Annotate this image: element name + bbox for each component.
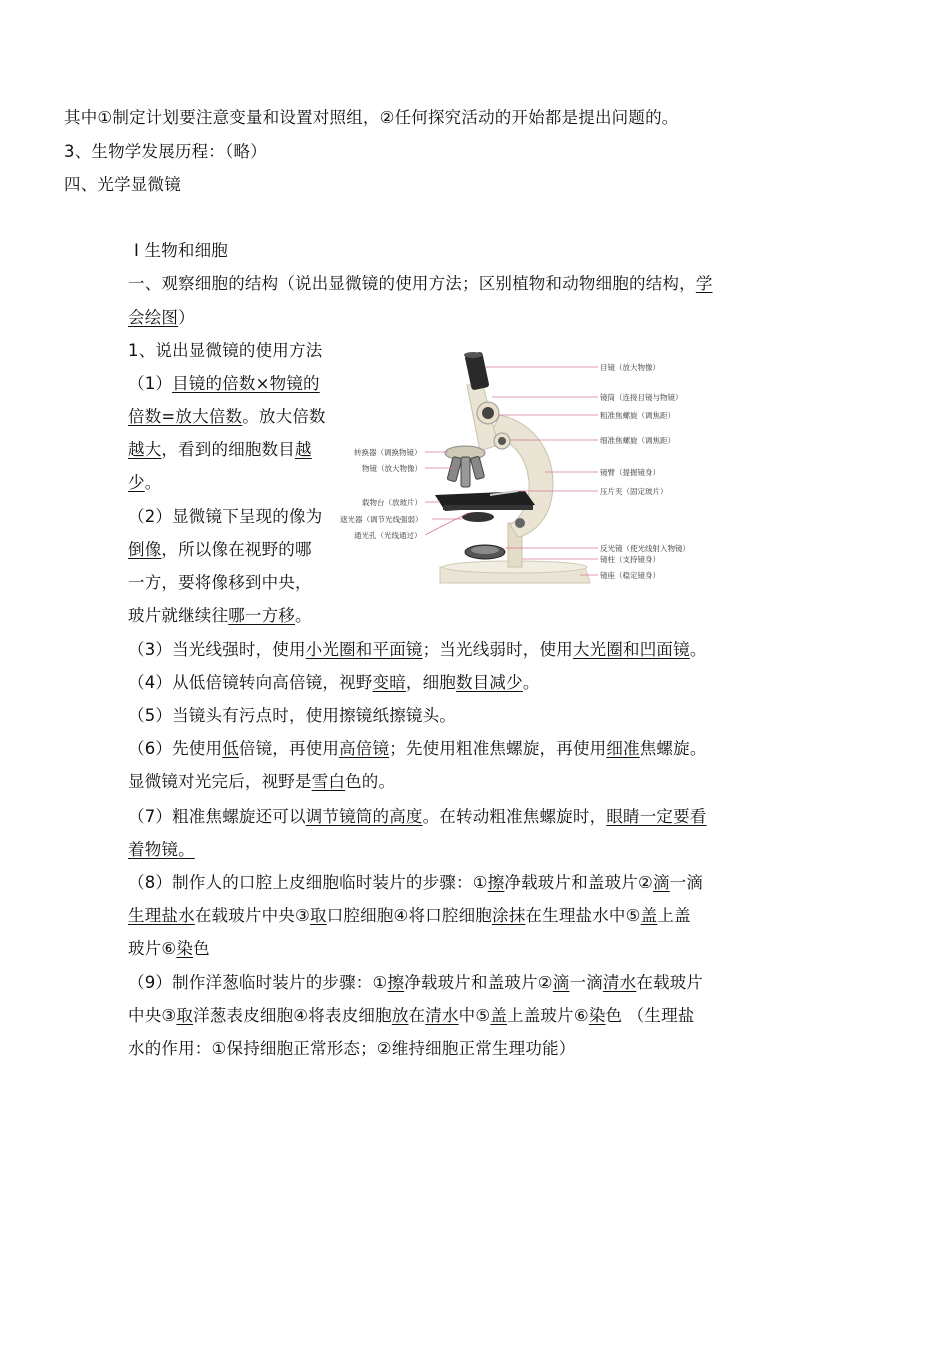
text: 。 (689, 640, 707, 659)
label-stage: 载物台（放玻片） (362, 498, 422, 507)
underlined-text: 低 (222, 739, 239, 758)
coarse-focus-knob-center (482, 407, 494, 419)
underlined-text: 生理盐水 (128, 906, 195, 925)
text: 玻片就继续往 (128, 606, 229, 625)
text: 倍镜，再使用 (238, 739, 340, 758)
intro-line-1: 其中①制定计划要注意变量和设置对照组，②任何探究活动的开始都是提出问题的。 (64, 108, 679, 127)
paragraph-1-line-3 (128, 439, 312, 461)
intro-line-2: 3、生物学发展历程：（略） (64, 142, 267, 161)
section-subtitle-text: ） (178, 308, 195, 327)
underlined-text: 学 (695, 274, 713, 293)
underlined-text: 小光圈和平面镜 (305, 640, 423, 659)
underlined-text: 雪白 (311, 772, 346, 791)
text: ，细胞 (405, 673, 457, 692)
text: 口腔细胞④将口腔细胞 (326, 906, 493, 925)
arm-screw (515, 518, 525, 528)
paragraph-4 (128, 672, 540, 694)
underlined-text: 放 (391, 1006, 409, 1025)
stage-edge (443, 505, 533, 510)
paragraph-7-line-1 (128, 806, 707, 828)
text: 。放大倍数 (242, 407, 326, 426)
objective-lens-3 (470, 456, 484, 480)
text: 玻片⑥ (128, 939, 177, 958)
label-objective: 物镜（放大物像） (362, 464, 422, 473)
underlined-text: 目镜的倍数×物镜的 (172, 374, 320, 393)
text: 色 (193, 939, 210, 958)
underlined-text: 盖 (640, 906, 658, 925)
paragraph-8-line-2 (128, 905, 691, 927)
section-heading: Ⅰ 生物和细胞 (134, 241, 229, 260)
underlined-text: 倒像 (128, 540, 162, 559)
text: 色 （生理盐 (605, 1006, 695, 1025)
text: 净载玻片和盖玻片② (404, 973, 553, 992)
microscope-diagram (340, 345, 710, 590)
label-base: 镜座（稳定镜身） (600, 571, 660, 580)
label-arm: 镜臂（提握镜身） (600, 468, 660, 477)
text: 在生理盐水中⑤ (525, 906, 641, 925)
paragraph-2-line-2 (128, 539, 312, 561)
paragraph-2-line-1: （2）显微镜下呈现的像为 (128, 507, 323, 526)
underlined-text: 调节镜筒的高度 (305, 807, 423, 826)
underlined-text: 眼睛一定要看 (606, 807, 707, 826)
label-diaphragm: 遮光器（调节光线强弱） (340, 515, 423, 524)
paragraph-2-line-4 (128, 605, 312, 627)
text: 上盖 (657, 906, 691, 925)
text: 中⑤ (458, 1006, 491, 1025)
paragraph-1-line-2 (128, 406, 326, 428)
eyepiece-top (464, 352, 482, 358)
paragraph-7-line-2 (128, 839, 195, 861)
underlined-text: 滴 (653, 873, 670, 892)
fine-focus-knob-center (498, 437, 506, 445)
text: 。 (295, 606, 312, 625)
underlined-text: 高倍镜 (339, 739, 390, 758)
label-eyepiece: 目镜（放大物像） (600, 363, 660, 372)
text: 。 (144, 473, 162, 492)
paragraph-1-line-1 (128, 373, 320, 395)
underlined-text: 取 (310, 906, 327, 925)
objective-lens-1 (447, 456, 462, 482)
paragraph-8-line-3 (128, 938, 210, 960)
label-tube: 镜筒（连接目镜与物镜） (600, 393, 683, 402)
objective-lens-2 (461, 457, 470, 487)
paragraph-9-line-2 (128, 1005, 694, 1027)
mirror-surface (471, 546, 499, 554)
paragraph-9-line-3: 水的作用：①保持细胞正常形态；②维持细胞正常生理功能） (128, 1039, 576, 1058)
text: （1） (128, 374, 173, 393)
label-aperture: 通光孔（光线通过） (354, 531, 422, 540)
text: ；当光线弱时，使用 (422, 640, 573, 659)
paragraph-1-line-4 (128, 472, 161, 494)
paragraph-3 (128, 639, 707, 661)
text: 。 (522, 673, 540, 692)
text: 。在转动粗准焦螺旋时， (422, 807, 607, 826)
underlined-text: 取 (176, 1006, 194, 1025)
text: 在载玻片 (636, 973, 704, 992)
text: （8）制作人的口腔上皮细胞临时装片的步骤：① (128, 873, 488, 892)
intro-line-3: 四、光学显微镜 (64, 175, 181, 194)
text: ；先使用粗准焦螺旋，再使用 (389, 739, 607, 758)
underlined-text: 哪一方移 (228, 606, 296, 625)
underlined-text: 滴 (552, 973, 570, 992)
text: 在载玻片中央③ (194, 906, 311, 925)
underlined-text: 变暗 (372, 673, 406, 692)
label-stage-clip: 压片夹（固定玻片） (600, 487, 668, 496)
underlined-text: 着物镜。 (128, 840, 195, 859)
paragraph-2-line-3: 一方，要将像移到中央， (128, 573, 312, 592)
text: （9）制作洋葱临时装片的步骤：① (128, 973, 388, 992)
underlined-text: 细准 (606, 739, 640, 758)
text: （6）先使用 (128, 739, 223, 758)
usage-title: 1、说出显微镜的使用方法 (128, 341, 323, 360)
paragraph-9-line-1 (128, 972, 703, 994)
underlined-text: 会绘图 (128, 308, 179, 327)
label-coarse-focus: 粗准焦螺旋（调焦距） (600, 411, 675, 420)
underlined-text: 清水 (425, 1006, 459, 1025)
text: 显微镜对光完后，视野是 (128, 772, 312, 791)
paragraph-8-line-1 (128, 872, 703, 894)
text: 焦螺旋。 (639, 739, 707, 758)
text: （7）粗准焦螺旋还可以 (128, 807, 306, 826)
label-fine-focus: 细准焦螺旋（调焦距） (600, 436, 675, 445)
leader-line (425, 513, 468, 535)
underlined-text: 越 (295, 440, 312, 459)
text: 中央③ (128, 1006, 177, 1025)
underlined-text: 大光圈和凹面镜 (572, 640, 690, 659)
text: 上盖玻片⑥ (507, 1006, 589, 1025)
underlined-text: 盖 (490, 1006, 508, 1025)
text: 色的。 (345, 772, 396, 791)
paragraph-6-line-2 (128, 771, 395, 793)
text: 一滴 (669, 873, 704, 892)
text: 一滴 (569, 973, 603, 992)
text: 净载玻片和盖玻片② (504, 873, 653, 892)
underlined-text: 染 (588, 1006, 606, 1025)
text: （4）从低倍镜转向高倍镜，视野 (128, 673, 373, 692)
section-subtitle-line-2 (128, 307, 195, 329)
paragraph-5: （5）当镜头有污点时，使用擦镜纸擦镜头。 (128, 706, 456, 725)
section-subtitle-line-1 (128, 273, 713, 295)
underlined-text: 擦 (487, 873, 505, 892)
underlined-text: 少 (128, 473, 145, 492)
label-nosepiece: 转换器（调换物镜） (354, 448, 422, 457)
label-mirror: 反光镜（使光线射入物镜） (600, 544, 690, 553)
underlined-text: 涂抹 (492, 906, 526, 925)
text: 洋葱表皮细胞④将表皮细胞 (193, 1006, 392, 1025)
section-subtitle-text: 一、观察细胞的结构（说出显微镜的使用方法；区别植物和动物细胞的结构， (128, 274, 696, 293)
text: ，所以像在视野的哪 (161, 540, 312, 559)
underlined-text: 清水 (602, 973, 637, 992)
paragraph-6-line-1 (128, 738, 707, 760)
underlined-text: 倍数=放大倍数 (128, 407, 243, 426)
underlined-text: 染 (176, 939, 194, 958)
underlined-text: 数目减少 (456, 673, 523, 692)
text: ，看到的细胞数目 (161, 440, 296, 459)
label-pillar: 镜柱（支持镜身） (600, 555, 660, 564)
text: （3）当光线强时，使用 (128, 640, 306, 659)
text: 在 (408, 1006, 426, 1025)
underlined-text: 擦 (387, 973, 405, 992)
underlined-text: 越大 (128, 440, 162, 459)
